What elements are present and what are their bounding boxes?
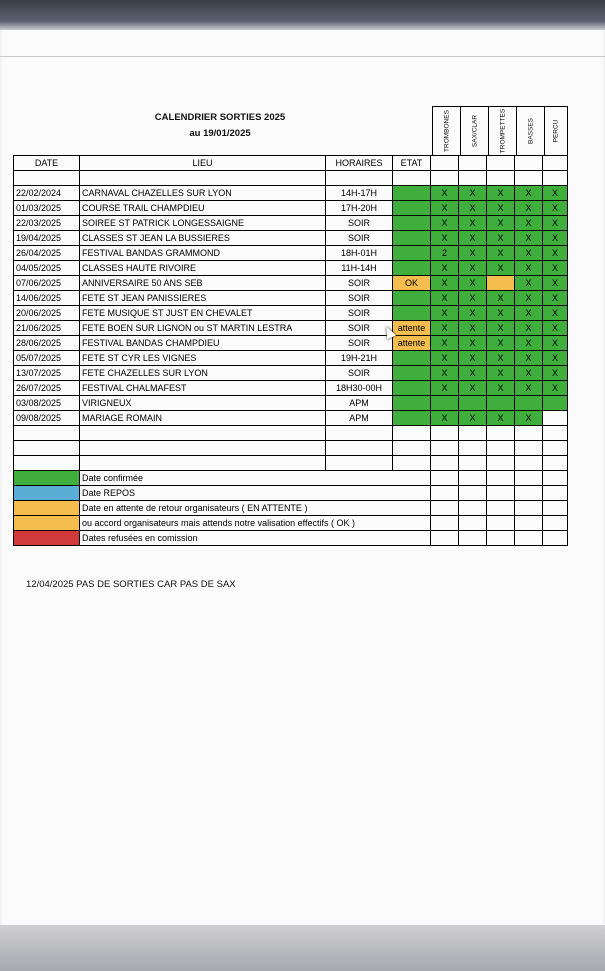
instrument-cell[interactable]: X bbox=[515, 306, 543, 321]
instrument-label: PERCU bbox=[552, 119, 560, 143]
instrument-cell[interactable]: X bbox=[515, 291, 543, 306]
instrument-cell[interactable] bbox=[459, 396, 487, 411]
event-date[interactable]: 28/06/2025 bbox=[14, 336, 80, 351]
empty-cell[interactable] bbox=[459, 471, 487, 486]
event-etat[interactable] bbox=[393, 186, 431, 201]
empty-cell[interactable] bbox=[14, 441, 80, 456]
event-etat[interactable] bbox=[393, 351, 431, 366]
event-etat[interactable]: attente bbox=[393, 321, 431, 336]
empty-cell[interactable] bbox=[326, 441, 393, 456]
empty-cell[interactable] bbox=[487, 471, 515, 486]
empty-cell[interactable] bbox=[543, 471, 568, 486]
event-lieu[interactable]: CLASSES ST JEAN LA BUSSIERES bbox=[80, 231, 326, 246]
instrument-cell[interactable]: X bbox=[459, 351, 487, 366]
blank-row bbox=[14, 456, 568, 471]
blank-row bbox=[14, 441, 568, 456]
document-subtitle: au 19/01/2025 bbox=[189, 128, 251, 139]
empty-cell[interactable] bbox=[80, 426, 326, 441]
empty-cell[interactable] bbox=[487, 426, 515, 441]
instrument-cell[interactable]: X bbox=[431, 306, 459, 321]
event-horaires[interactable]: SOIR bbox=[326, 276, 393, 291]
empty-cell[interactable] bbox=[431, 426, 459, 441]
event-lieu[interactable]: ANNIVERSAIRE 50 ANS SEB bbox=[80, 276, 326, 291]
event-row bbox=[14, 246, 568, 261]
empty-cell[interactable] bbox=[487, 486, 515, 501]
legend-row bbox=[14, 531, 568, 546]
blank-row bbox=[14, 426, 568, 441]
event-etat[interactable]: OK bbox=[393, 276, 431, 291]
empty-cell[interactable] bbox=[459, 426, 487, 441]
event-row bbox=[14, 381, 568, 396]
empty-cell[interactable] bbox=[80, 171, 326, 186]
empty-cell[interactable] bbox=[459, 171, 487, 186]
event-row bbox=[14, 261, 568, 276]
instrument-cell[interactable]: X bbox=[543, 321, 568, 336]
instrument-cell[interactable]: X bbox=[459, 186, 487, 201]
instrument-cell[interactable]: X bbox=[515, 186, 543, 201]
event-horaires[interactable]: APM bbox=[326, 411, 393, 426]
instrument-cell[interactable]: X bbox=[543, 231, 568, 246]
empty-cell[interactable] bbox=[431, 486, 459, 501]
instrument-cell[interactable]: X bbox=[431, 351, 459, 366]
empty-cell[interactable] bbox=[543, 441, 568, 456]
instrument-cell[interactable] bbox=[543, 396, 568, 411]
event-etat[interactable] bbox=[393, 201, 431, 216]
instrument-column-cell[interactable] bbox=[543, 156, 568, 171]
instrument-cell[interactable] bbox=[543, 411, 568, 426]
empty-cell[interactable] bbox=[487, 501, 515, 516]
legend-text[interactable]: ou accord organisateurs mais attends notre valisation effectifs ( OK ) bbox=[80, 516, 431, 531]
instrument-label: BASSES bbox=[527, 117, 534, 145]
instrument-cell[interactable]: X bbox=[543, 201, 568, 216]
event-date[interactable]: 13/07/2025 bbox=[14, 366, 80, 381]
instrument-cell[interactable] bbox=[515, 396, 543, 411]
instrument-cell[interactable]: X bbox=[431, 321, 459, 336]
event-date[interactable]: 26/04/2025 bbox=[14, 246, 80, 261]
event-etat[interactable] bbox=[393, 411, 431, 426]
event-date[interactable]: 22/02/2024 bbox=[14, 186, 80, 201]
instrument-header bbox=[488, 106, 517, 155]
empty-cell[interactable] bbox=[459, 486, 487, 501]
legend-row bbox=[14, 516, 568, 531]
empty-cell[interactable] bbox=[326, 456, 393, 471]
event-lieu[interactable]: FETE CHAZELLES SUR LYON bbox=[80, 366, 326, 381]
instrument-cell[interactable]: X bbox=[487, 321, 515, 336]
instrument-cell[interactable]: X bbox=[459, 336, 487, 351]
instrument-cell[interactable]: X bbox=[543, 216, 568, 231]
event-horaires[interactable]: 11H-14H bbox=[326, 261, 393, 276]
horaires-header[interactable]: HORAIRES bbox=[326, 156, 393, 171]
instrument-cell[interactable]: X bbox=[487, 186, 515, 201]
instrument-cell[interactable]: X bbox=[543, 291, 568, 306]
instrument-cell[interactable]: X bbox=[543, 186, 568, 201]
instrument-cell[interactable]: X bbox=[459, 216, 487, 231]
empty-cell[interactable] bbox=[515, 531, 543, 546]
instrument-column-cell[interactable] bbox=[487, 156, 515, 171]
empty-cell[interactable] bbox=[543, 531, 568, 546]
event-row bbox=[14, 291, 568, 306]
legend-row bbox=[14, 501, 568, 516]
instrument-cell[interactable]: X bbox=[487, 201, 515, 216]
instrument-cell[interactable]: X bbox=[515, 381, 543, 396]
empty-cell[interactable] bbox=[487, 171, 515, 186]
empty-cell[interactable] bbox=[459, 456, 487, 471]
event-lieu[interactable]: COURSE TRAIL CHAMPDIEU bbox=[80, 201, 326, 216]
instrument-cell[interactable]: X bbox=[543, 306, 568, 321]
event-etat[interactable] bbox=[393, 291, 431, 306]
instrument-cell[interactable]: X bbox=[515, 201, 543, 216]
instrument-cell[interactable]: X bbox=[459, 276, 487, 291]
event-date[interactable]: 20/06/2025 bbox=[14, 306, 80, 321]
empty-cell[interactable] bbox=[487, 516, 515, 531]
legend-text[interactable]: Dates refusées en comission bbox=[80, 531, 431, 546]
instrument-header bbox=[432, 106, 461, 155]
legend-text[interactable]: Date REPOS bbox=[80, 486, 431, 501]
legend-swatch[interactable] bbox=[14, 501, 80, 516]
event-etat[interactable] bbox=[393, 246, 431, 261]
instrument-cell[interactable]: X bbox=[459, 261, 487, 276]
instrument-cell[interactable]: X bbox=[487, 216, 515, 231]
empty-cell[interactable] bbox=[459, 531, 487, 546]
schedule-table bbox=[13, 155, 568, 546]
event-row bbox=[14, 186, 568, 201]
event-lieu[interactable]: CLASSES HAUTE RIVOIRE bbox=[80, 261, 326, 276]
instrument-cell[interactable]: X bbox=[515, 336, 543, 351]
event-lieu[interactable]: FETE ST CYR LES VIGNES bbox=[80, 351, 326, 366]
event-row bbox=[14, 411, 568, 426]
event-etat[interactable] bbox=[393, 396, 431, 411]
instrument-cell[interactable]: X bbox=[431, 231, 459, 246]
instrument-cell[interactable]: X bbox=[459, 201, 487, 216]
event-date[interactable]: 05/07/2025 bbox=[14, 351, 80, 366]
empty-cell[interactable] bbox=[326, 426, 393, 441]
footnote: 12/04/2025 PAS DE SORTIES CAR PAS DE SAX bbox=[26, 579, 236, 590]
empty-cell[interactable] bbox=[515, 426, 543, 441]
empty-cell[interactable] bbox=[459, 441, 487, 456]
empty-cell[interactable] bbox=[431, 516, 459, 531]
empty-cell[interactable] bbox=[431, 441, 459, 456]
instrument-cell[interactable]: X bbox=[459, 306, 487, 321]
window-top-bar bbox=[0, 0, 605, 30]
instrument-cell[interactable]: X bbox=[431, 276, 459, 291]
event-etat[interactable]: attente bbox=[393, 336, 431, 351]
empty-cell[interactable] bbox=[431, 471, 459, 486]
instrument-cell[interactable]: X bbox=[487, 411, 515, 426]
empty-cell[interactable] bbox=[393, 426, 431, 441]
legend-row bbox=[14, 471, 568, 486]
instrument-cell[interactable]: X bbox=[459, 246, 487, 261]
window-bottom-bar bbox=[0, 925, 605, 971]
event-horaires[interactable]: SOIR bbox=[326, 216, 393, 231]
legend-text[interactable]: Date en attente de retour organisateurs ( EN ATTENTE ) bbox=[80, 501, 431, 516]
legend-swatch[interactable] bbox=[14, 486, 80, 501]
instrument-cell[interactable]: X bbox=[459, 291, 487, 306]
event-horaires[interactable]: 17H-20H bbox=[326, 201, 393, 216]
event-row bbox=[14, 336, 568, 351]
empty-cell[interactable] bbox=[393, 171, 431, 186]
instrument-cell[interactable]: X bbox=[515, 231, 543, 246]
event-lieu[interactable]: MARIAGE ROMAIN bbox=[80, 411, 326, 426]
empty-cell[interactable] bbox=[431, 456, 459, 471]
empty-cell[interactable] bbox=[80, 456, 326, 471]
date-header[interactable]: DATE bbox=[14, 156, 80, 171]
instrument-header bbox=[460, 106, 489, 155]
event-date[interactable]: 21/06/2025 bbox=[14, 321, 80, 336]
instrument-cell[interactable]: X bbox=[487, 261, 515, 276]
instrument-cell[interactable]: X bbox=[487, 366, 515, 381]
instrument-column-cell[interactable] bbox=[431, 156, 459, 171]
empty-cell[interactable] bbox=[431, 501, 459, 516]
empty-cell[interactable] bbox=[459, 501, 487, 516]
instrument-cell[interactable]: X bbox=[431, 366, 459, 381]
instrument-cell[interactable]: X bbox=[431, 336, 459, 351]
empty-cell[interactable] bbox=[515, 501, 543, 516]
event-row bbox=[14, 366, 568, 381]
empty-cell[interactable] bbox=[515, 441, 543, 456]
instrument-cell[interactable]: X bbox=[459, 411, 487, 426]
event-date[interactable]: 01/03/2025 bbox=[14, 201, 80, 216]
empty-cell[interactable] bbox=[543, 501, 568, 516]
instrument-column-cell[interactable] bbox=[515, 156, 543, 171]
instrument-cell[interactable]: X bbox=[515, 246, 543, 261]
document-title: CALENDRIER SORTIES 2025 bbox=[154, 112, 286, 123]
empty-cell[interactable] bbox=[487, 441, 515, 456]
empty-cell[interactable] bbox=[80, 441, 326, 456]
instrument-cell[interactable]: X bbox=[543, 366, 568, 381]
instrument-cell[interactable] bbox=[487, 396, 515, 411]
event-date[interactable]: 09/08/2025 bbox=[14, 411, 80, 426]
empty-cell[interactable] bbox=[543, 426, 568, 441]
event-lieu[interactable]: FETE ST JEAN PANISSIERES bbox=[80, 291, 326, 306]
instrument-label: SAX/CLAR bbox=[471, 114, 478, 148]
instrument-cell[interactable]: X bbox=[515, 261, 543, 276]
header-row bbox=[14, 156, 568, 171]
instrument-column-cell[interactable] bbox=[459, 156, 487, 171]
event-row bbox=[14, 321, 568, 336]
event-row bbox=[14, 216, 568, 231]
instrument-cell[interactable]: X bbox=[487, 381, 515, 396]
event-horaires[interactable]: 14H-17H bbox=[326, 186, 393, 201]
instrument-cell[interactable]: X bbox=[543, 276, 568, 291]
event-row bbox=[14, 201, 568, 216]
instrument-cell[interactable]: X bbox=[487, 351, 515, 366]
empty-cell[interactable] bbox=[515, 471, 543, 486]
event-date[interactable]: 07/06/2025 bbox=[14, 276, 80, 291]
event-lieu[interactable]: FESTIVAL BANDAS CHAMPDIEU bbox=[80, 336, 326, 351]
empty-cell[interactable] bbox=[543, 486, 568, 501]
instrument-cell[interactable] bbox=[487, 276, 515, 291]
event-row bbox=[14, 351, 568, 366]
instrument-cell[interactable]: X bbox=[543, 336, 568, 351]
event-horaires[interactable]: 18H30-00H bbox=[326, 381, 393, 396]
empty-cell[interactable] bbox=[14, 171, 80, 186]
empty-cell[interactable] bbox=[487, 456, 515, 471]
event-date[interactable]: 04/05/2025 bbox=[14, 261, 80, 276]
event-row bbox=[14, 231, 568, 246]
legend-swatch[interactable] bbox=[14, 516, 80, 531]
empty-cell[interactable] bbox=[326, 171, 393, 186]
event-date[interactable]: 19/04/2025 bbox=[14, 231, 80, 246]
instrument-cell[interactable]: X bbox=[431, 186, 459, 201]
instrument-header bbox=[544, 106, 568, 155]
empty-cell[interactable] bbox=[393, 441, 431, 456]
instrument-cell[interactable]: X bbox=[459, 321, 487, 336]
event-horaires[interactable]: SOIR bbox=[326, 291, 393, 306]
instrument-cell[interactable]: X bbox=[515, 351, 543, 366]
event-etat[interactable] bbox=[393, 306, 431, 321]
legend-row bbox=[14, 486, 568, 501]
etat-header[interactable]: ETAT bbox=[393, 156, 431, 171]
legend-swatch[interactable] bbox=[14, 471, 80, 486]
legend-text[interactable]: Date confirmée bbox=[80, 471, 431, 486]
instrument-cell[interactable]: X bbox=[515, 366, 543, 381]
event-horaires[interactable]: SOIR bbox=[326, 336, 393, 351]
event-lieu[interactable]: FETE MUSIQUE ST JUST EN CHEVALET bbox=[80, 306, 326, 321]
event-etat[interactable] bbox=[393, 366, 431, 381]
page-divider bbox=[0, 56, 605, 57]
instrument-cell[interactable]: X bbox=[515, 321, 543, 336]
event-horaires[interactable]: SOIR bbox=[326, 366, 393, 381]
event-horaires[interactable]: SOIR bbox=[326, 306, 393, 321]
event-row bbox=[14, 396, 568, 411]
legend-swatch[interactable] bbox=[14, 531, 80, 546]
instrument-label: TROMPETTES bbox=[499, 108, 506, 154]
event-date[interactable]: 26/07/2025 bbox=[14, 381, 80, 396]
empty-cell[interactable] bbox=[543, 516, 568, 531]
instrument-cell[interactable]: X bbox=[515, 276, 543, 291]
instrument-cell[interactable]: X bbox=[459, 231, 487, 246]
instrument-cell[interactable]: X bbox=[543, 381, 568, 396]
empty-cell[interactable] bbox=[515, 516, 543, 531]
empty-cell[interactable] bbox=[14, 456, 80, 471]
empty-cell[interactable] bbox=[487, 531, 515, 546]
event-horaires[interactable]: 18H-01H bbox=[326, 246, 393, 261]
event-row bbox=[14, 276, 568, 291]
event-horaires[interactable]: 19H-21H bbox=[326, 351, 393, 366]
event-row bbox=[14, 306, 568, 321]
instrument-cell[interactable]: X bbox=[487, 231, 515, 246]
event-date[interactable]: 03/08/2025 bbox=[14, 396, 80, 411]
instrument-cell[interactable]: X bbox=[487, 246, 515, 261]
event-lieu[interactable]: FESTIVAL CHALMAFEST bbox=[80, 381, 326, 396]
instrument-cell[interactable]: X bbox=[431, 381, 459, 396]
instrument-cell[interactable]: X bbox=[431, 261, 459, 276]
instrument-cell[interactable] bbox=[431, 396, 459, 411]
empty-cell[interactable] bbox=[431, 531, 459, 546]
event-lieu[interactable]: FESTIVAL BANDAS GRAMMOND bbox=[80, 246, 326, 261]
event-horaires[interactable]: SOIR bbox=[326, 231, 393, 246]
event-lieu[interactable]: CARNAVAL CHAZELLES SUR LYON bbox=[80, 186, 326, 201]
instrument-cell[interactable]: X bbox=[543, 351, 568, 366]
event-etat[interactable] bbox=[393, 381, 431, 396]
empty-cell[interactable] bbox=[459, 516, 487, 531]
empty-cell[interactable] bbox=[14, 426, 80, 441]
instrument-cell[interactable]: X bbox=[431, 411, 459, 426]
empty-cell[interactable] bbox=[515, 486, 543, 501]
instrument-label: TROMBONES bbox=[443, 110, 450, 152]
instrument-cell[interactable]: X bbox=[431, 291, 459, 306]
instrument-cell[interactable]: 2 bbox=[431, 246, 459, 261]
empty-cell[interactable] bbox=[431, 171, 459, 186]
event-date[interactable]: 14/06/2025 bbox=[14, 291, 80, 306]
event-horaires[interactable]: SOIR bbox=[326, 321, 393, 336]
empty-cell[interactable] bbox=[515, 171, 543, 186]
instrument-cell[interactable]: X bbox=[487, 306, 515, 321]
instrument-cell[interactable]: X bbox=[459, 366, 487, 381]
instrument-cell[interactable]: X bbox=[487, 291, 515, 306]
empty-cell[interactable] bbox=[543, 171, 568, 186]
event-lieu[interactable]: SOIREE ST PATRICK LONGESSAIGNE bbox=[80, 216, 326, 231]
event-lieu[interactable]: VIRIGNEUX bbox=[80, 396, 326, 411]
event-etat[interactable] bbox=[393, 216, 431, 231]
instrument-header bbox=[516, 106, 545, 155]
spacer-row bbox=[14, 171, 568, 186]
instrument-cell[interactable]: X bbox=[459, 381, 487, 396]
event-date[interactable]: 22/03/2025 bbox=[14, 216, 80, 231]
instrument-cell[interactable]: X bbox=[515, 411, 543, 426]
empty-cell[interactable] bbox=[393, 456, 431, 471]
instrument-cell[interactable]: X bbox=[431, 216, 459, 231]
instrument-cell[interactable]: X bbox=[543, 246, 568, 261]
instrument-cell[interactable]: X bbox=[487, 336, 515, 351]
event-etat[interactable] bbox=[393, 231, 431, 246]
instrument-cell[interactable]: X bbox=[543, 261, 568, 276]
empty-cell[interactable] bbox=[543, 456, 568, 471]
instrument-cell[interactable]: X bbox=[515, 216, 543, 231]
event-etat[interactable] bbox=[393, 261, 431, 276]
instrument-cell[interactable]: X bbox=[431, 201, 459, 216]
lieu-header[interactable]: LIEU bbox=[80, 156, 326, 171]
event-horaires[interactable]: APM bbox=[326, 396, 393, 411]
event-lieu[interactable]: FETE BOEN SUR LIGNON ou ST MARTIN LESTRA bbox=[80, 321, 326, 336]
empty-cell[interactable] bbox=[515, 456, 543, 471]
